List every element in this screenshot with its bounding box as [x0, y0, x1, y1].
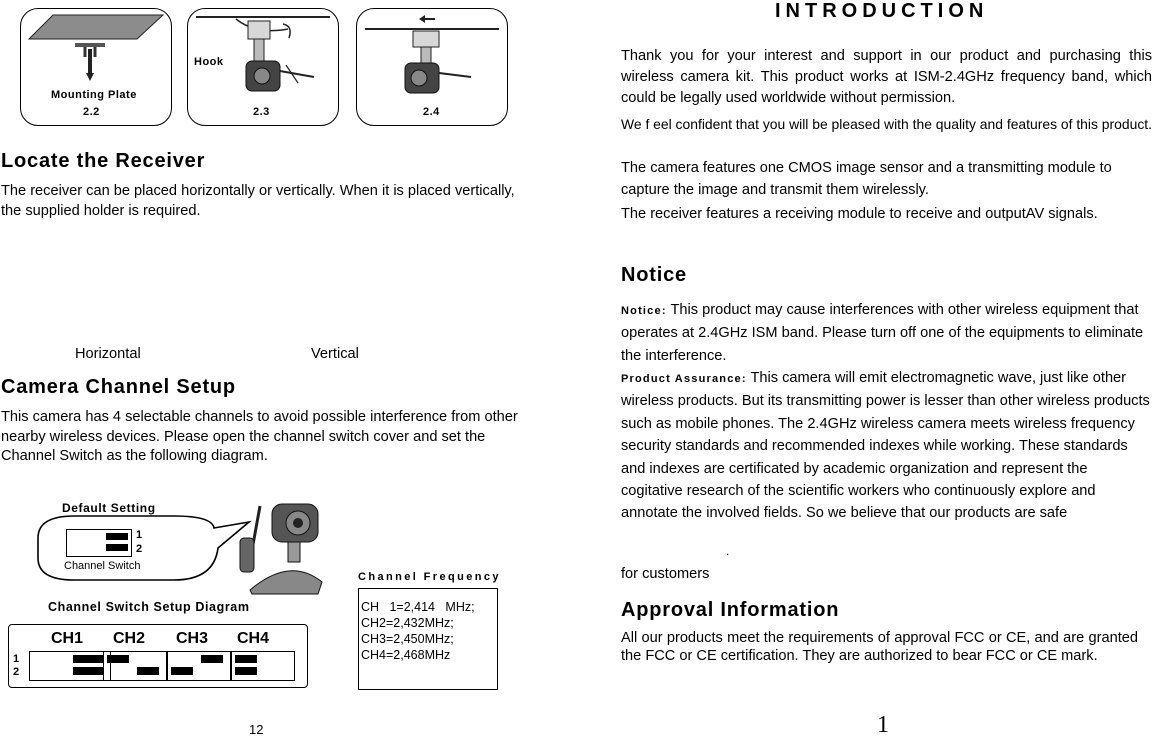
hook-label: Hook: [194, 56, 224, 68]
default-setting-label: Default Setting: [62, 501, 156, 515]
setup-diagram-title: Channel Switch Setup Diagram: [48, 600, 250, 614]
figure-hook: [187, 8, 339, 126]
figure-number: 2.3: [253, 106, 270, 118]
assurance-text: This camera will emit electromagnetic wave, just like other wireless products. But its transmitting power is lesser than other wireless products such as mobile phones. The 2.4GHz wireless camera meets wireless frequency security standards and recommended indexes while working. These standards and indexes are certificated by academic organization and represent the cogitative research of the scientific workers who continuously explore and annotate the involved fields. So we believe that our products are safe: [621, 370, 1150, 522]
frequency-ch2: CH2=2,432MHz;: [361, 616, 454, 630]
right-page-number: 1: [877, 712, 889, 738]
ch2-switch: [103, 651, 167, 681]
channel-frequency-title: Channel Frequency: [358, 571, 501, 583]
camera-icon: [232, 498, 332, 598]
figure-number: 2.4: [423, 106, 440, 118]
intro-paragraph: Thank you for your interest and support in our product and purchasing this wireless camera kit. This product works at ISM-2.4GHz frequency band, which could be legally used worldwide without permission.: [621, 48, 1152, 106]
assurance-paragraph: [621, 367, 1152, 525]
mounting-plate-illustration: [21, 9, 171, 89]
ch4-label: CH4: [237, 630, 270, 647]
figure-number: 2.2: [83, 106, 100, 118]
ch1-switch: [29, 651, 111, 681]
camera-channel-heading: Camera Channel Setup: [1, 376, 236, 398]
assurance-label: Product Assurance:: [621, 373, 747, 385]
approval-text: All our products meet the requirements of approval FCC or CE, and are granted the FCC or CE certification. They are authorized to bear FCC or CE mark.: [621, 630, 1138, 664]
introduction-title: INTRODUCTION: [775, 0, 989, 22]
caption-vertical: Vertical: [311, 346, 359, 362]
locate-receiver-text: The receiver can be placed horizontally or vertically. When it is placed vertically, the supplied holder is required.: [1, 183, 515, 219]
figure-rotate: [356, 8, 508, 126]
switch-position-1: 1: [136, 529, 143, 541]
notice-last-line: for customers: [621, 566, 710, 582]
caption-horizontal: Horizontal: [75, 346, 141, 362]
left-page-number: 12: [249, 722, 264, 737]
camera-channel-text: This camera has 4 selectable channels to avoid possible interference from other nearby wireless devices. Please open the channel switch cover and set the Channel Switch as the following diagram.: [1, 409, 518, 464]
ch3-label: CH3: [176, 630, 209, 647]
notice-paragraph: [621, 299, 1152, 367]
intro-feel-line: We f eel confident that you will be pleased with the quality and features of this product.: [621, 116, 1152, 132]
ch1-label: CH1: [51, 630, 84, 647]
channel-switch-label: Channel Switch: [64, 560, 141, 572]
figure-mounting-plate: [20, 8, 172, 126]
switch-position-1: 1: [13, 653, 20, 665]
notice-text: This product may cause interferences with other wireless equipment that operates at 2.4GHz ISM band. Please turn off one of the equipments to eliminate the interference.: [621, 302, 1144, 364]
default-setting-area: [34, 498, 334, 598]
frequency-ch4: CH4=2,468MHz: [361, 648, 451, 662]
ch4-switch: [231, 651, 295, 681]
approval-heading: Approval Information: [621, 599, 840, 621]
default-switch-icon: [66, 529, 132, 557]
frequency-ch1: CH 1=2,414 MHz;: [361, 600, 475, 614]
stray-dot: .: [726, 544, 730, 558]
switch-position-2: 2: [136, 543, 143, 555]
intro-receiver-line: The receiver features a receiving module to receive and outputAV signals.: [621, 206, 1098, 222]
locate-receiver-heading: Locate the Receiver: [1, 150, 206, 172]
frequency-ch3: CH3=2,450MHz;: [361, 632, 454, 646]
notice-label: Notice:: [621, 305, 667, 317]
intro-camera-line: The camera features one CMOS image sensor and a transmitting module to capture the image and transmit them wirelessly.: [621, 160, 1112, 198]
ch3-switch: [167, 651, 231, 681]
ch2-label: CH2: [113, 630, 146, 647]
switch-position-2: 2: [13, 666, 20, 678]
channel-frequency-box: [358, 588, 498, 690]
mounting-plate-label: Mounting Plate: [51, 89, 137, 101]
rotate-camera-illustration: [357, 9, 507, 109]
channel-switch-diagram: [8, 624, 308, 688]
notice-heading: Notice: [621, 264, 687, 286]
